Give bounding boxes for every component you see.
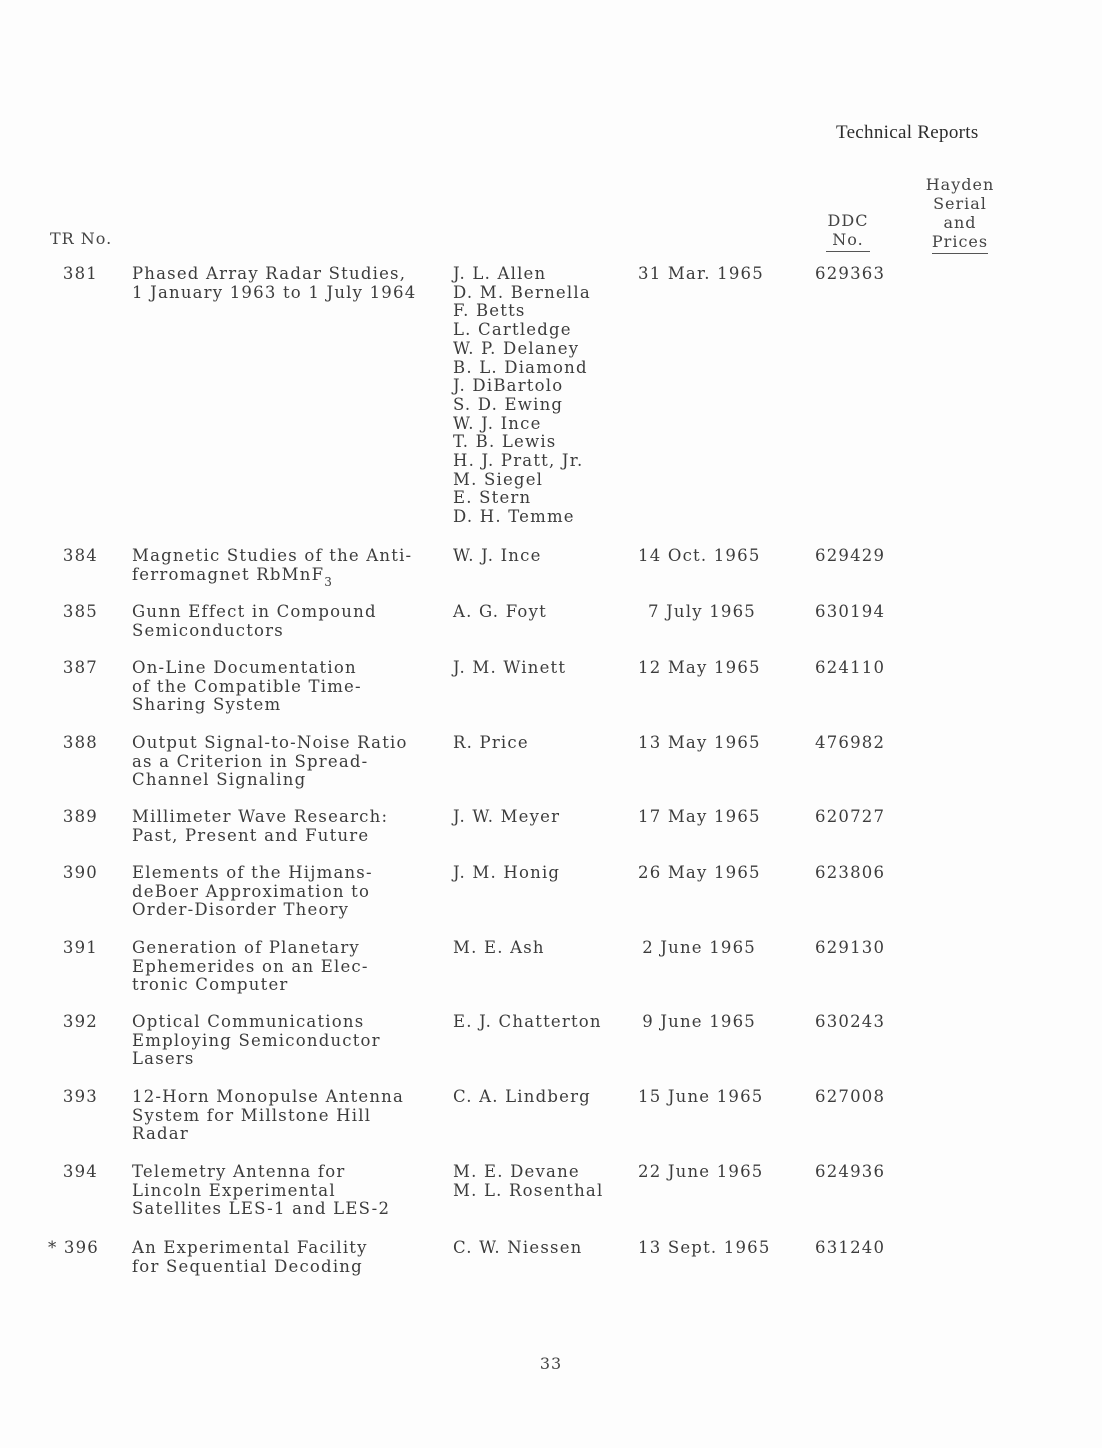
report-number: 392 [62, 1012, 98, 1031]
report-ddc-number: 629363 [815, 264, 886, 283]
report-title [132, 265, 442, 302]
report-title-line: On-Line Documentation [132, 658, 357, 677]
report-title-line: System for Millstone Hill [132, 1105, 372, 1125]
report-title-line: Lasers [132, 1049, 195, 1069]
report-ddc-number: 627008 [815, 1087, 886, 1106]
report-title-line: Magnetic Studies of the Anti- [132, 546, 413, 565]
author: C. W. Niessen [453, 1238, 583, 1257]
report-authors [453, 265, 633, 527]
author: L. Cartledge [453, 320, 572, 340]
report-title [132, 659, 442, 715]
report-number: 394 [62, 1162, 98, 1181]
author: B. L. Diamond [453, 357, 588, 377]
report-date: 2 June 1965 [642, 938, 756, 957]
report-title-line: Ephemerides on an Elec- [132, 956, 369, 976]
report-title [132, 1088, 442, 1144]
report-title-line: 12-Horn Monopulse Antenna [132, 1087, 405, 1106]
author: D. M. Bernella [453, 282, 591, 302]
report-date: 12 May 1965 [638, 658, 761, 677]
report-title-line: Radar [132, 1124, 189, 1144]
author: W. P. Delaney [453, 338, 580, 358]
author: J. M. Winett [453, 658, 567, 677]
report-authors [453, 1163, 633, 1200]
author: S. D. Ewing [453, 394, 564, 414]
report-ddc-number: 476982 [815, 733, 886, 752]
report-title-line: Sharing System [132, 695, 282, 715]
report-ddc-number: 620727 [815, 807, 886, 826]
report-number: 381 [62, 264, 98, 283]
report-title-line: Millimeter Wave Research: [132, 807, 389, 826]
report-date: 9 June 1965 [642, 1012, 756, 1031]
report-date: 31 Mar. 1965 [638, 264, 764, 283]
report-date: 13 Sept. 1965 [638, 1238, 771, 1257]
report-ddc-number: 623806 [815, 863, 886, 882]
report-authors [453, 808, 633, 827]
report-title [132, 1163, 442, 1219]
report-title-line: tronic Computer [132, 975, 289, 995]
report-title [132, 734, 442, 790]
report-title [132, 1013, 442, 1069]
author: A. G. Foyt [453, 602, 547, 621]
author: C. A. Lindberg [453, 1087, 591, 1106]
report-date: 17 May 1965 [638, 807, 761, 826]
author: M. E. Ash [453, 938, 545, 957]
author: M. Siegel [453, 469, 544, 489]
report-number: 384 [62, 546, 98, 565]
report-title [132, 808, 442, 845]
report-date: 13 May 1965 [638, 733, 761, 752]
report-title-line: for Sequential Decoding [132, 1256, 363, 1276]
report-title-line: Order-Disorder Theory [132, 900, 350, 920]
column-header-hayden: Hayden Serial and Prices [920, 175, 1000, 254]
report-title [132, 1239, 442, 1276]
report-title [132, 939, 442, 995]
report-date: 15 June 1965 [638, 1087, 764, 1106]
report-date: 14 Oct. 1965 [638, 546, 761, 565]
subscript: 3 [324, 574, 332, 589]
author: H. J. Pratt, Jr. [453, 451, 584, 471]
report-title-line: Phased Array Radar Studies, [132, 264, 407, 283]
report-title-line: An Experimental Facility [132, 1238, 368, 1257]
report-authors [453, 1013, 633, 1032]
author: D. H. Temme [453, 507, 575, 527]
report-authors [453, 734, 633, 753]
report-title-line: Gunn Effect in Compound [132, 602, 377, 621]
report-ddc-number: 624110 [815, 658, 886, 677]
report-title-line: as a Criterion in Spread- [132, 751, 369, 771]
report-title-line: of the Compatible Time- [132, 676, 362, 696]
report-ddc-number: 630243 [815, 1012, 886, 1031]
report-title-line: Semiconductors [132, 620, 284, 640]
report-authors [453, 864, 633, 883]
report-title-line: Channel Signaling [132, 770, 307, 790]
report-number: 387 [62, 658, 98, 677]
report-title-line: 1 January 1963 to 1 July 1964 [132, 282, 417, 302]
author: R. Price [453, 733, 529, 752]
report-ddc-number: 624936 [815, 1162, 886, 1181]
report-number: * 396 [48, 1238, 99, 1257]
report-title-line: Telemetry Antenna for [132, 1162, 346, 1181]
report-authors [453, 547, 633, 566]
report-number: 393 [62, 1087, 98, 1106]
author: J. L. Allen [453, 264, 547, 283]
report-authors [453, 1239, 633, 1258]
report-title-line: deBoer Approximation to [132, 881, 371, 901]
report-authors [453, 1088, 633, 1107]
report-date: 26 May 1965 [638, 863, 761, 882]
report-title-line: Employing Semiconductor [132, 1030, 381, 1050]
report-number: 388 [62, 733, 98, 752]
author: E. J. Chatterton [453, 1012, 602, 1031]
author: W. J. Ince [453, 546, 542, 565]
report-title [132, 603, 442, 640]
author: E. Stern [453, 488, 532, 508]
column-header-ddc-no: DDC No. [818, 211, 878, 252]
report-ddc-number: 630194 [815, 602, 886, 621]
report-title-line: Elements of the Hijmans- [132, 863, 373, 882]
author: J. M. Honig [453, 863, 561, 882]
report-number: 385 [62, 602, 98, 621]
page-number: 33 [539, 1354, 563, 1373]
section-title: Technical Reports [836, 122, 979, 143]
report-title-line: Lincoln Experimental [132, 1180, 336, 1200]
report-title-line: Generation of Planetary [132, 938, 360, 957]
report-title-line: Satellites LES-1 and LES-2 [132, 1199, 391, 1219]
report-date: 22 June 1965 [638, 1162, 764, 1181]
author: M. L. Rosenthal [453, 1180, 604, 1200]
author: J. W. Meyer [453, 807, 561, 826]
report-authors [453, 939, 633, 958]
report-title-line: Past, Present and Future [132, 825, 370, 845]
author: F. Betts [453, 301, 526, 321]
report-ddc-number: 631240 [815, 1238, 886, 1257]
author: M. E. Devane [453, 1162, 580, 1181]
author: W. J. Ince [453, 413, 542, 433]
report-ddc-number: 629130 [815, 938, 886, 957]
report-authors [453, 659, 633, 678]
report-ddc-number: 629429 [815, 546, 886, 565]
report-title [132, 547, 442, 591]
report-title [132, 864, 442, 920]
report-title-line: Optical Communications [132, 1012, 365, 1031]
author: T. B. Lewis [453, 432, 557, 452]
report-title-line: ferromagnet RbMnF$_3$ [132, 564, 332, 589]
report-number: 391 [62, 938, 98, 957]
report-authors [453, 603, 633, 622]
report-number: 390 [62, 863, 98, 882]
report-date: 7 July 1965 [647, 602, 756, 621]
report-title-line: Output Signal-to-Noise Ratio [132, 733, 408, 752]
author: J. DiBartolo [453, 376, 564, 396]
column-header-tr-no: TR No. [50, 229, 113, 248]
report-number: 389 [62, 807, 98, 826]
